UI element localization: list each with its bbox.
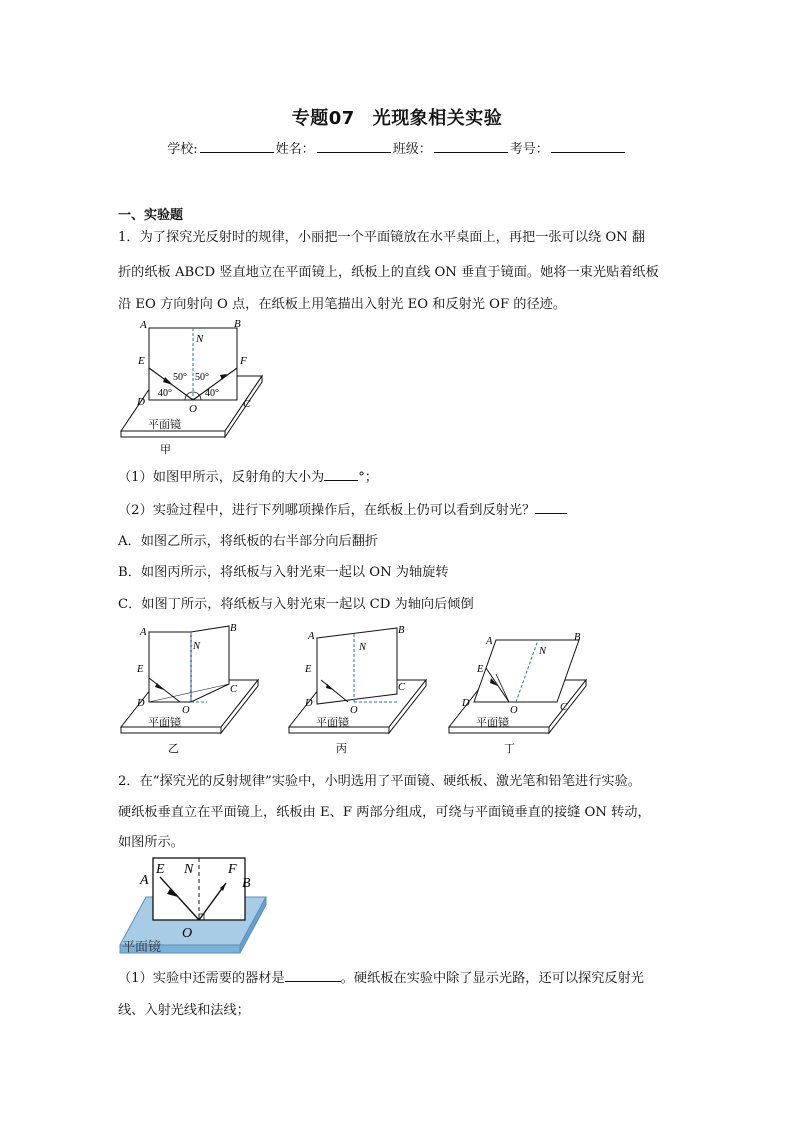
fig-bing-caption: 丙 [336, 743, 347, 755]
fig-q2-N: N [184, 862, 194, 877]
q2-stem-line-3: 如图所示。 [118, 835, 184, 850]
class-label: 班级： [392, 142, 432, 157]
fig-ding-D: D [462, 698, 470, 709]
q1-sub2 [118, 499, 567, 518]
q1-sub2-answer-blank[interactable] [535, 501, 567, 514]
fig-jia-angle-50-right: 50° [195, 372, 209, 383]
q1-sub1-text: （1）如图甲所示，反射角的大小为 [118, 470, 325, 485]
q1-option-c: C．如图丁所示，将纸板与入射光束一起以 CD 为轴向后倾倒 [118, 597, 474, 612]
q1-stem-line-2: 折的纸板 ABCD 竖直地立在平面镜上，纸板上的直线 ON 垂直于镜面。她将一束光贴着纸板 [118, 265, 659, 280]
fig-jia-angle-50-left: 50° [173, 372, 187, 383]
q2-sub1 [118, 967, 644, 986]
q1-option-a: A．如图乙所示，将纸板的右半部分向后翻折 [118, 534, 379, 549]
fig-jia-angle-40-right: 40° [205, 388, 219, 399]
fig-bing-N: N [359, 642, 367, 653]
fig-bing-C: C [398, 682, 406, 693]
school-label: 学校: [167, 142, 198, 157]
figure-jia [118, 316, 268, 458]
fig-jia-label-D: D [137, 396, 145, 408]
fig-jia-label-N: N [196, 333, 204, 345]
fig-jia-mirror-label: 平面镜 [148, 419, 181, 431]
fig-jia-caption: 甲 [160, 444, 171, 456]
fig-jia-label-O: O [189, 403, 197, 415]
fig-q2-F: F [228, 862, 237, 877]
fig-ding-E: E [477, 664, 484, 675]
fig-bing-O: O [350, 705, 358, 716]
fig-yi-B: B [230, 623, 237, 634]
section-heading: 一、实验题 [118, 208, 184, 223]
id-label: 考号： [509, 142, 549, 157]
fig-q2-A: A [140, 873, 149, 888]
q2-stem-line-1: 2．在“探究光的反射规律”实验中，小明选用了平面镜、硬纸板、激光笔和铅笔进行实验。 [118, 774, 641, 789]
fig-yi-D: D [137, 698, 145, 709]
q1-option-b: B．如图丙所示，将纸板与入射光束一起以 ON 为轴旋转 [118, 565, 449, 580]
student-info-line [0, 138, 794, 157]
fig-jia-label-E: E [138, 355, 145, 367]
fig-q2-E: E [156, 862, 165, 877]
q1-stem-line-3: 沿 EO 方向射向 O 点，在纸板上用笔描出入射光 EO 和反射光 OF 的径迹。 [118, 297, 567, 312]
fig-ding-B: B [574, 632, 581, 643]
fig-ding-caption: 丁 [504, 743, 515, 755]
fig-yi-E: E [137, 664, 144, 675]
fig-bing-E: E [305, 664, 312, 675]
q1-sub1-answer-blank[interactable] [324, 468, 358, 481]
q2-sub1-text-cont: 。硬纸板在实验中除了显示光路，还可以探究反射光 [340, 971, 644, 986]
q2-stem-line-2: 硬纸板垂直立在平面镜上，纸板由 E、F 两部分组成，可绕与平面镜垂直的接缝 ON 转动， [118, 805, 651, 820]
fig-jia-label-F: F [240, 355, 247, 367]
fig-bing-D: D [305, 698, 313, 709]
title-sub: 光现象相关实验 [372, 108, 503, 129]
fig-yi-caption: 乙 [168, 743, 179, 755]
fig-bing-mirror: 平面镜 [316, 717, 349, 729]
fig-jia-angle-40-left: 40° [158, 388, 172, 399]
fig-bing-B: B [398, 625, 405, 636]
fig-q2-O: O [182, 926, 193, 941]
q2-sub1-answer-blank[interactable] [285, 969, 341, 982]
page-title [0, 104, 794, 130]
id-blank[interactable] [551, 140, 625, 153]
q1-sub1 [118, 466, 378, 485]
q2-sub1-line-2: 线、入射光线和法线； [118, 1003, 250, 1018]
school-blank[interactable] [200, 140, 274, 153]
figure-yi [118, 622, 268, 757]
fig-q2-mirror: 平面镜 [122, 939, 162, 954]
name-blank[interactable] [317, 140, 391, 153]
fig-ding-O: O [510, 705, 518, 716]
figure-ding [446, 622, 596, 757]
q2-sub1-text: （1）实验中还需要的器材是 [118, 971, 285, 986]
q1-sub2-text: （2）实验过程中，进行下列哪项操作后，在纸板上仍可以看到反射光？ [118, 503, 536, 518]
fig-ding-mirror: 平面镜 [476, 717, 509, 729]
fig-yi-mirror: 平面镜 [148, 717, 181, 729]
q1-sub1-unit: °； [358, 470, 378, 485]
fig-yi-A: A [140, 627, 147, 638]
fig-jia-label-A: A [140, 319, 147, 331]
fig-jia-label-B: B [234, 318, 241, 330]
name-label: 姓名： [275, 142, 315, 157]
fig-ding-C: C [560, 702, 568, 713]
fig-yi-O: O [182, 705, 190, 716]
fig-ding-N: N [539, 646, 547, 657]
fig-q2-B: B [242, 876, 251, 891]
figure-bing [286, 622, 436, 757]
class-blank[interactable] [434, 140, 508, 153]
fig-yi-N: N [193, 641, 201, 652]
fig-bing-A: A [308, 631, 315, 642]
fig-jia-label-C: C [243, 398, 251, 410]
title-main: 专题07 [291, 108, 355, 129]
fig-yi-C: C [230, 684, 238, 695]
figure-q2 [118, 855, 268, 955]
q1-stem-line-1: 1．为了探究光反射时的规律，小丽把一个平面镜放在水平桌面上，再把一张可以绕 ON 翻 [118, 230, 646, 245]
fig-ding-A: A [486, 636, 493, 647]
